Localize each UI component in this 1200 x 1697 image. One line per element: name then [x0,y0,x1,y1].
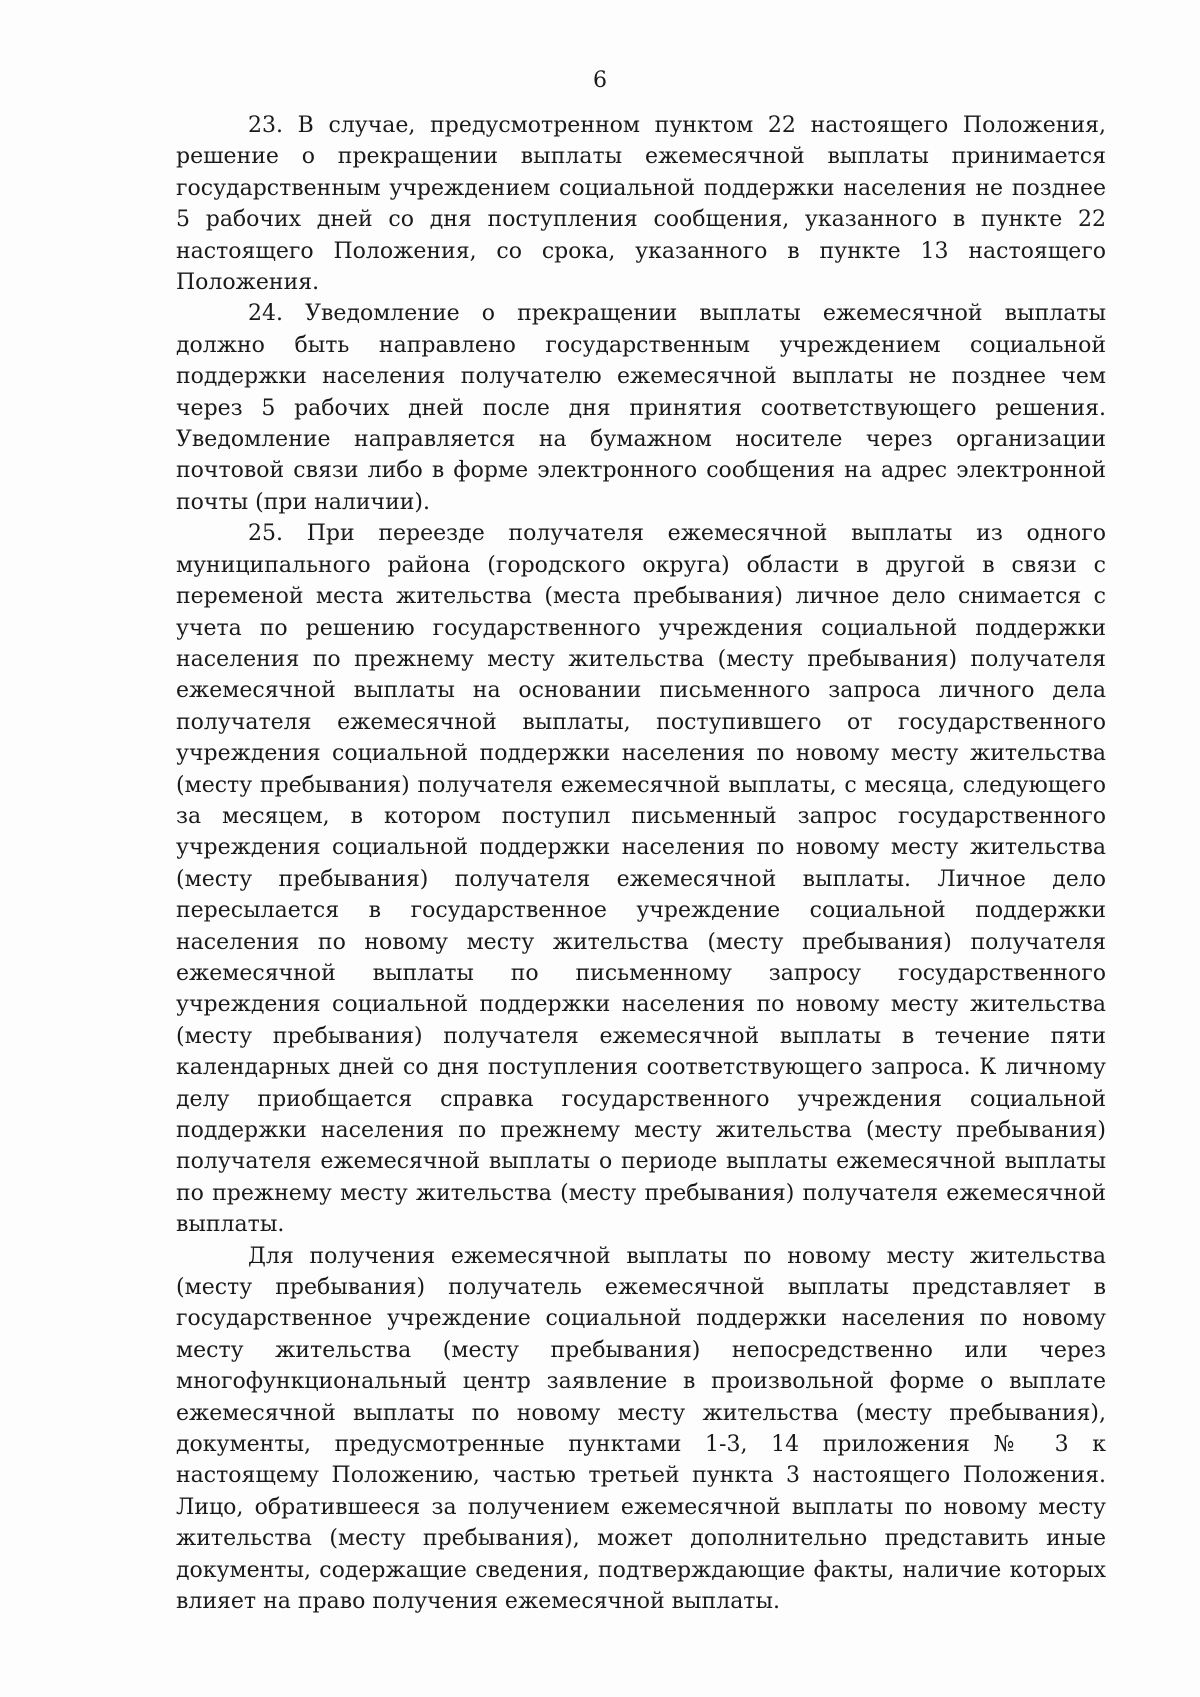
paragraph-24: 24. Уведомление о прекращении выплаты ежемесячной выплаты должно быть направлено государственным учреждением социальной поддержки населения получателю ежемесячной выплаты не позднее чем через 5 рабочих дней после дня принятия соответствующего решения. Уведомление направляется на бумажном носителе через организации почтовой связи либо в форме электронного сообщения на адрес электронной почты (при наличии). [176,301,1106,515]
document-body [176,110,1106,1618]
paragraph-25: 25. При переезде получателя ежемесячной выплаты из одного муниципального района (городского округа) области в другой в связи с переменой места жительства (места пребывания) личное дело снимается с учета по решению государственного учреждения социальной поддержки населения по прежнему месту жительства (месту пребывания) получателя ежемесячной выплаты на основании письменного запроса личного дела получателя ежемесячной выплаты, поступившего от государственного учреждения социальной поддержки населения по новому месту жительства (месту пребывания) получателя ежемесячной выплаты, с месяца, следующего за месяцем, в котором поступил письменный запрос государственного учреждения социальной поддержки населения по новому месту жительства (месту пребывания) получателя ежемесячной выплаты. Личное дело пересылается в государственное учреждение социальной поддержки населения по новому месту жительства (месту пребывания) получателя ежемесячной выплаты по письменному запросу государственного учреждения социальной поддержки населения по новому месту жительства (месту пребывания) получателя ежемесячной выплаты в течение пяти календарных дней со дня поступления соответствующего запроса. К личному делу приобщается справка государственного учреждения социальной поддержки населения по прежнему месту жительства (месту пребывания) получателя ежемесячной выплаты о периоде выплаты ежемесячной выплаты по прежнему месту жительства (месту пребывания) получателя ежемесячной выплаты. [176,521,1106,1238]
paragraph-25-continuation: Для получения ежемесячной выплаты по новому месту жительства (месту пребывания) получатель ежемесячной выплаты представляет в государственное учреждение социальной поддержки населения по новому месту жительства (месту пребывания) непосредственно или через многофункциональный центр заявление в произвольной форме о выплате ежемесячной выплаты по новому месту жительства (месту пребывания), документы, предусмотренные пунктами 1-3, 14 приложения № 3 к настоящему Положению, частью третьей пункта 3 настоящего Положения. Лицо, обратившееся за получением ежемесячной выплаты по новому месту жительства (месту пребывания), может дополнительно представить иные документы, содержащие сведения, подтверждающие факты, наличие которых влияет на право получения ежемесячной выплаты. [176,1243,1106,1615]
page-number: 6 [593,68,607,93]
paragraph-23: 23. В случае, предусмотренном пунктом 22 настоящего Положения, решение о прекращении выплаты ежемесячной выплаты принимается государственным учреждением социальной поддержки населения не позднее 5 рабочих дней со дня поступления сообщения, указанного в пункте 22 настоящего Положения, со срока, указанного в пункте 13 настоящего Положения. [176,113,1106,296]
